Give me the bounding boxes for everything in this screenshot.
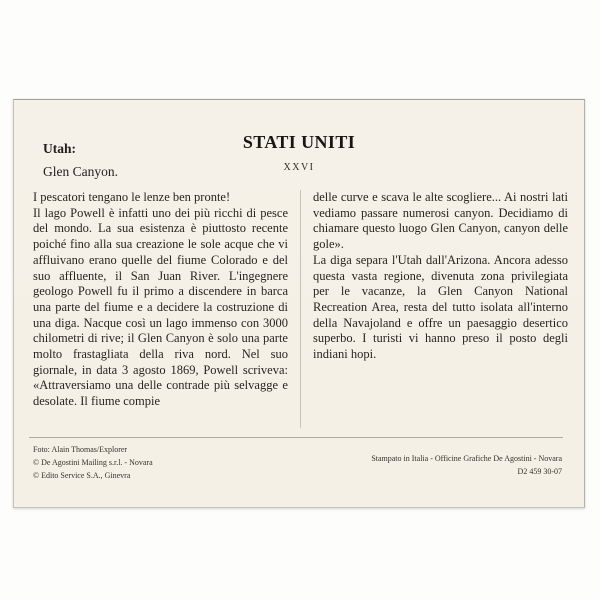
- footer-rule: [29, 437, 563, 438]
- paragraph: delle curve e scava le alte scogliere... Ai nostri lati vediamo passare numerosi canyon. Decidiamo di chiamare questo luogo Glen Canyon, canyon delle gole».: [313, 190, 568, 252]
- print-line-origin: Stampato in Italia - Officine Grafiche De Agostini - Novara: [371, 454, 562, 463]
- credit-line-photo: Foto: Alain Thomas/Explorer: [33, 445, 128, 454]
- paragraph: La diga separa l'Utah dall'Arizona. Ancora adesso questa vasta regione, divenuta zona privilegiata per le vacanze, la Glen Canyon National Recreation Area, resta del tutto isolata all'interno della Navajoland e offre un paesaggio desertico superbo. I turisti vi hanno preso il posto degli indiani hopi.: [313, 252, 568, 362]
- print-line-code: D2 459 30-07: [517, 467, 562, 476]
- region-label: Utah:: [43, 141, 76, 156]
- series-number: XXVI: [283, 162, 315, 173]
- article-left-column: [33, 190, 288, 428]
- postcard-title: STATI UNITI: [242, 132, 356, 152]
- postcard-back: [13, 99, 585, 508]
- column-divider: [300, 190, 301, 428]
- article-body: [33, 190, 568, 428]
- paragraph: Il lago Powell è infatti uno dei più ricchi di pesce del mondo. La sua esistenza è piuttosto recente poiché fino alla sua creazione le sole acque che vi affluivano erano quelle del fiume Colorado e del suo affluente, il San Juan River. L'ingegnere geologo Powell fu il primo a discendere in barca una parte del fiume e a decidere la costruzione di una diga. Nacque così un lago immenso con 3000 chilometri di rive; il Glen Canyon è solo una parte molto frastagliata della riva nord. Nel suo giornale, in data 3 agosto 1869, Powell scriveva: «Attraversiamo una delle contrade più selvagge e desolate. Il fiume compie: [33, 205, 288, 409]
- credit-line-service: © Edito Service S.A., Ginevra: [33, 471, 131, 480]
- place-label: Glen Canyon.: [43, 164, 118, 179]
- print-info-block: [371, 452, 562, 478]
- credits-block: [33, 443, 153, 482]
- credit-line-publisher: © De Agostini Mailing s.r.l. - Novara: [33, 458, 153, 467]
- paragraph: I pescatori tengano le lenze ben pronte!: [33, 190, 231, 204]
- article-right-column: [313, 190, 568, 428]
